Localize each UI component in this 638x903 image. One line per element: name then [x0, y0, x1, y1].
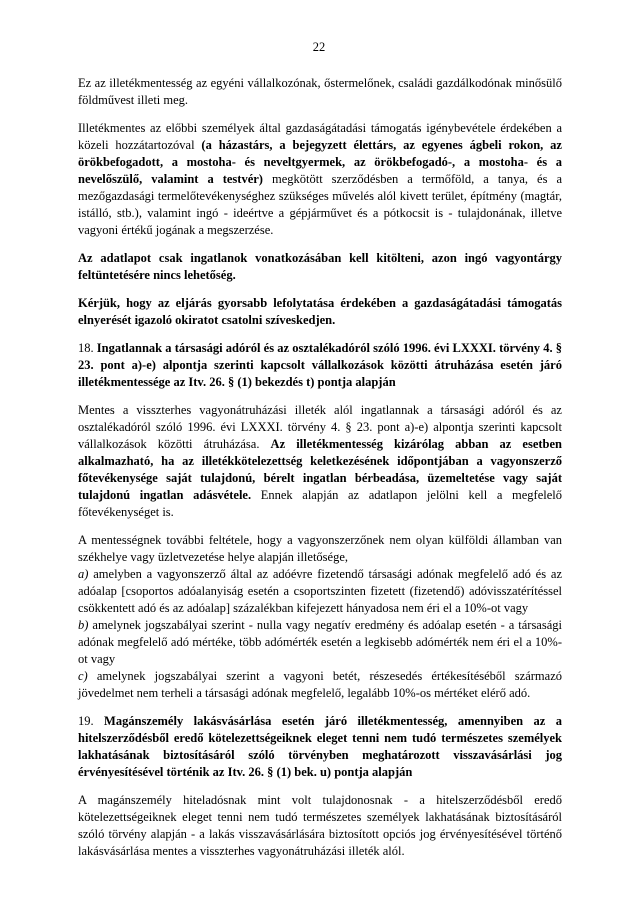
note-attachment-text: Kérjük, hogy az eljárás gyorsabb lefolytatása érdekében a gazdaságátadási támogatás elnyerését igazoló okiratot csatolni szíveskedjen.: [78, 296, 562, 327]
paragraph-home-purchase: A magánszemély hiteladósnak mint volt tulajdonosnak - a hitelszerződésből eredő kötelezettségeiknek eleget tenni nem tudó természetes személyek lakhatásának biztosításáról szóló törvény alapján - a lakás visszavásárlására biztosított opciós jog érvényesítésével történő lakásvásárlása mentes a visszterhes vagyonátruházási illeték alól.: [78, 793, 562, 858]
list-item-c: [78, 668, 562, 702]
list-item-a: [78, 566, 562, 617]
paragraph-further-condition: A mentességnek további feltétele, hogy a vagyonszerzőnek nem olyan külföldi államban van székhelye vagy üzletvezetése helye alapján illetősége,: [78, 533, 562, 564]
list-label-c: c): [78, 669, 88, 683]
list-label-a: a): [78, 567, 89, 581]
list-label-b: b): [78, 618, 89, 632]
list-item-b: [78, 617, 562, 668]
list-text-a: amelyben a vagyonszerző által az adóévre fizetendő társasági adónak megfelelő adó és az adóalap [csoportos adóalanyiság esetén a csoportszinten fizetett (fizetendő) adóvisszatérítéssel csökkentett adó és az adóalap] százalékban kifejezett hányadosa nem éri el a 10%-ot vagy: [78, 567, 562, 615]
paragraph-affiliated-condition: Az illetékmentesség kizárólag abban az esetben alkalmazható, ha az illetékkötelezettség keletkezésének időpontjában a vagyonszerző főtevékenysége saját tulajdonú, bérelt ingatlan bérbeadása, üzemeltetése vagy saját tulajdonú ingatlan adásvétele.: [78, 437, 563, 502]
note-realestate-text: Az adatlapot csak ingatlanok vonatkozásában kell kitölteni, azon ingó vagyontárgy feltüntetésére nincs lehetőség.: [78, 251, 562, 282]
paragraph-affiliated-text-a: Mentes a visszterhes vagyonátruházási illeték alól ingatlannak a társasági adóról és az osztalékadóról szóló 1996. évi LXXXI. törvény 4. § 23. pont a)-e) alpontja szerinti kapcsolt vállalkozások közötti átruházása.: [78, 403, 562, 451]
paragraph-note-attachment: [78, 295, 562, 329]
paragraph-note-realestate: [78, 250, 562, 284]
paragraph-affiliated-text-c: Ennek alapján az adatlapon jelölni kell a megfelelő főtevékenységet is.: [78, 488, 562, 519]
list-text-b: amelynek jogszabályai szerint - nulla vagy negatív eredmény és adóalap esetén - a társasági adónak megfelelő adó mértéke, több adómérték esetén a legkisebb adómérték nem éri el a 10%-ot vagy: [78, 618, 562, 666]
paragraph-exemption-text-a: Illetékmentes az előbbi személyek által gazdaságátadási támogatás igénybevétele érdekében a közeli hozzátartozóval: [78, 121, 562, 152]
paragraph-exemption: [78, 120, 562, 239]
section-heading-19: [78, 713, 562, 781]
section-title-19: Magánszemély lakásvásárlása esetén járó illetékmentesség, amennyiben az a hitelszerződésből eredő kötelezettségeiknek eleget tenni nem tudó természetes személyek lakhatásának biztosításáról szóló törvényben meghatározott visszavásárlási jog érvényesítésével történik az Itv. 26. § (1) bek. u) pontja alapján: [78, 714, 562, 779]
page-content: [78, 75, 562, 871]
paragraph-eligibility: Ez az illetékmentesség az egyéni vállalkozónak, őstermelőnek, családi gazdálkodónak minősülő földművest illeti meg.: [78, 76, 562, 107]
section-number-19: 19.: [78, 714, 94, 728]
paragraph-exemption-text-c: megkötött szerződésben a termőföld, a tanya, és a mezőgazdasági termelőtevékenységhez szükséges művelés alól kivett terület, építmény (magtár, istálló, stb.), valamint ingó - ideértve a gépjárművet és a pótkocsit is - tulajdonának, illetve vagyoni értékű jogának a megszerzése.: [78, 172, 562, 237]
section-title-18: Ingatlannak a társasági adóról és az osztalékadóról szóló 1996. évi LXXXI. törvény 4. § 23. pont a)-e) alpontja szerinti kapcsolt vállalkozások közötti átruházása esetén járó illetékmentessége az Itv. 26. § (1) bekezdés t) pontja alapján: [78, 341, 562, 389]
section-heading-18: [78, 340, 562, 391]
section-number-18: 18.: [78, 341, 94, 355]
paragraph-exemption-relatives: (a házastárs, a bejegyzett élettárs, az egyenes ágbeli rokon, az örökbefogadott, a mostoha- és neveltgyermek, az örökbefogadó-, a mostoha- és a nevelőszülő, valamint a testvér): [78, 138, 562, 186]
list-text-c: amelynek jogszabályai szerint a vagyoni betét, részesedés értékesítéséből származó jövedelmet nem terheli a társasági adónak megfelelő, legalább 10%-os mértéket elérő adó.: [78, 669, 562, 700]
page-number: 22: [312, 40, 326, 54]
paragraph-affiliated-transfer: [78, 402, 562, 521]
